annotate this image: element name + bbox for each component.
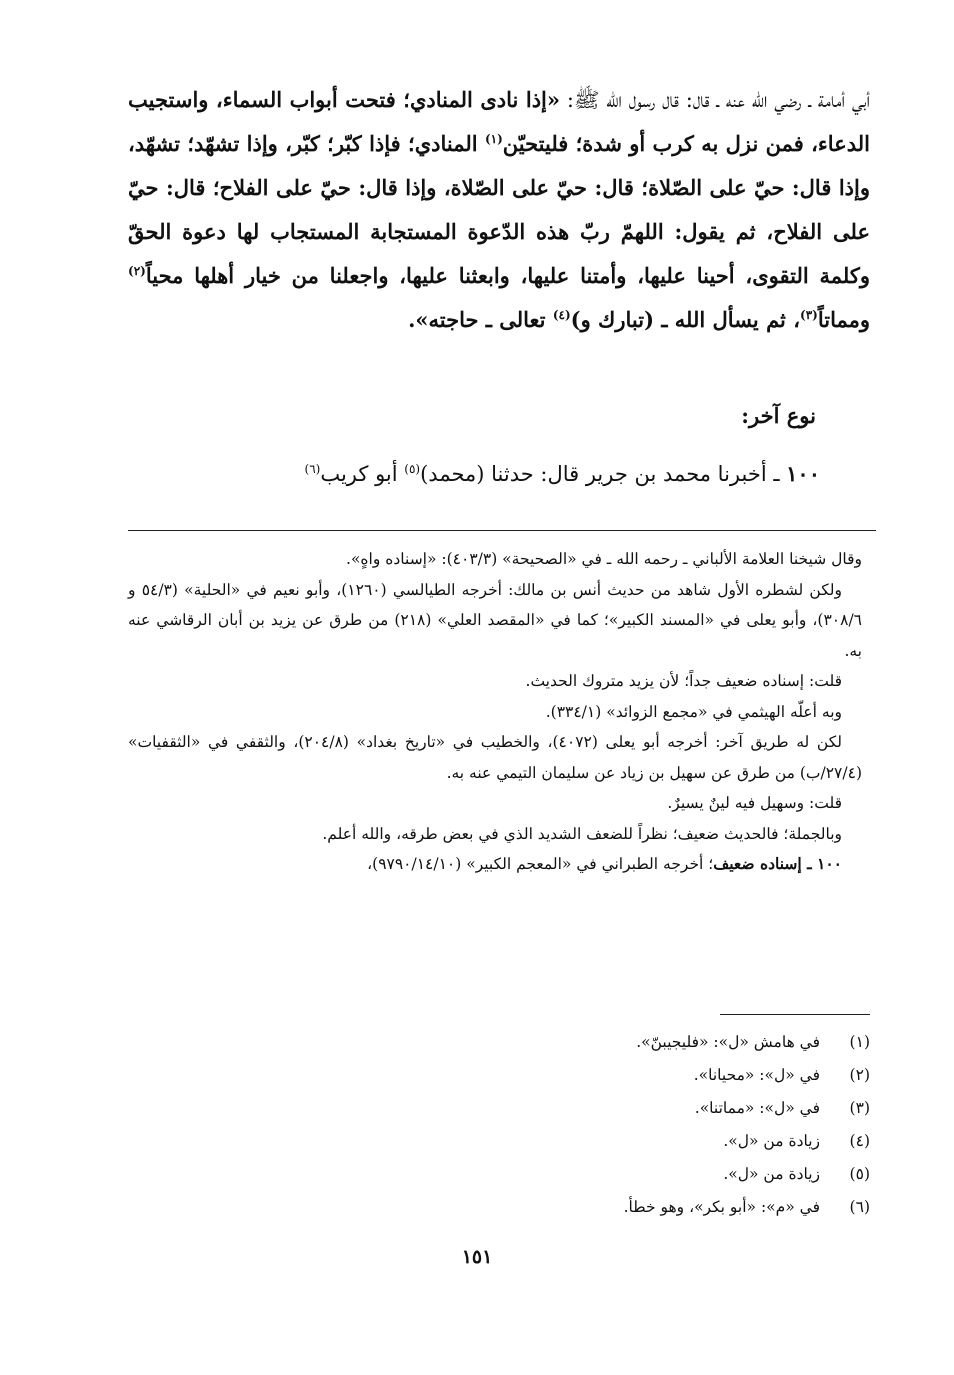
hadith-quote-part3: ومماتاً xyxy=(817,307,870,332)
footnote-number: (٣) xyxy=(849,1099,870,1117)
commentary-paragraph: قلت: وسهيل فيه لينٌ يسيرٌ. xyxy=(667,794,842,812)
footnote-number: (٦) xyxy=(849,1198,870,1216)
commentary-last-text: ؛ أخرجه الطبراني في «المعجم الكبير» (٩٧٩٠/١٤/١٠)، xyxy=(367,855,714,873)
footnotes-divider xyxy=(720,1014,870,1015)
footnote-number: (٢) xyxy=(849,1066,870,1084)
footnote-item xyxy=(490,1092,870,1125)
footnote-ref-5[interactable]: (٥) xyxy=(404,462,421,476)
commentary-paragraph: وبالجملة؛ فالحديث ضعيف؛ نظراً للضعف الشديد الذي في بعض طرقه، والله أعلم. xyxy=(322,824,842,843)
hadith-number: ١٠٠ xyxy=(786,461,820,486)
hadith-100-text-a: ـ أخبرنا محمد بن جرير قال: حدثنا (محمد) xyxy=(420,462,787,486)
hadith-100-line xyxy=(128,452,820,496)
footnotes-list xyxy=(490,1026,870,1224)
hadith-quote-part1: «إذا نادى المنادي؛ فتحت أبواب السماء، واستجيب الدعاء، فمن نزل به كرب أو شدة؛ فليتحيّن xyxy=(128,87,870,156)
footnote-number: (١) xyxy=(849,1033,870,1051)
hadith-quote-part2: المنادي؛ فإذا كبّر؛ كبّر، وإذا تشهّد؛ تشهّد، وإذا قال: حيّ على الصّلاة؛ قال: حيّ على الصّلاة، وإذا قال: حيّ على الفلاح؛ قال: حيّ على الفلاح، ثم يقول: اللهمّ ربّ هذه الدّعوة المستجابة المستجاب لها دعوة الحقّ وكلمة التقوى، أحينا عليها، وأمتنا عليها، وابعثنا عليها، واجعلنا من خيار أهلها محياً xyxy=(128,131,870,288)
footnote-number: (٤) xyxy=(849,1132,870,1150)
footnote-ref-4[interactable]: (٤) xyxy=(552,308,571,322)
footnote-ref-1[interactable]: (١) xyxy=(484,132,503,146)
footnote-item xyxy=(490,1125,870,1158)
commentary-divider xyxy=(128,530,876,531)
footnote-text: زيادة من «ل». xyxy=(723,1165,820,1183)
hadith-quote-end: تعالى ـ حاجته». xyxy=(408,307,553,332)
hadith-quote-part4: ، ثم يسأل الله ـ (تبارك و) xyxy=(570,307,800,332)
page-number: ١٥١ xyxy=(461,1246,493,1268)
commentary-paragraph: وبه أعلّه الهيثمي في «مجمع الزوائد» (٣٣٤/١). xyxy=(545,702,842,721)
commentary-grading: ـ إسناده ضعيف xyxy=(713,854,818,873)
footnote-item xyxy=(490,1191,870,1224)
commentary-hadith-number: ١٠٠ xyxy=(817,854,842,873)
commentary-block xyxy=(128,544,862,880)
main-paragraph xyxy=(128,78,870,342)
footnote-ref-6[interactable]: (٦) xyxy=(304,462,321,476)
hadith-quote xyxy=(128,87,870,332)
footnote-item xyxy=(490,1026,870,1059)
section-subheading: نوع آخر: xyxy=(741,403,816,428)
commentary-paragraph: لكن له طريق آخر: أخرجه أبو يعلى (٤٠٧٢)، والخطيب في «تاريخ بغداد» (٢٠٤/٨)، والثقفي في «الثقفيات» (٢٧/٤/ب) من طرق عن سهيل بن زياد عن سليمان التيمي عنه به. xyxy=(128,733,862,782)
commentary-paragraph: وقال شيخنا العلامة الألباني ـ رحمه الله ـ في «الصحيحة» (٤٠٣/٣): «إسناده واهٍ». xyxy=(346,550,862,568)
footnote-ref-2[interactable]: (٢) xyxy=(128,264,146,278)
footnote-text: في «ل»: «مماتنا». xyxy=(694,1099,820,1117)
footnote-number: (٥) xyxy=(849,1165,870,1183)
commentary-paragraph-last xyxy=(128,849,862,880)
footnote-item xyxy=(490,1059,870,1092)
main-text-intro: أبي أمامة ـ رضي الله عنه ـ قال: قال رسول الله ﷺ: xyxy=(560,88,870,112)
hadith-100-text-b: أبو كريب xyxy=(320,462,405,486)
commentary-paragraph: ولكن لشطره الأول شاهد من حديث أنس بن مالك: أخرجه الطيالسي (١٢٦٠)، وأبو نعيم في «الحلية» (٥٤/٣ و ٣٠٨/٦)، وأبو يعلى في «المسند الكبير»؛ كما في «المقصد العلي» (٢١٨) من طرق عن يزيد بن أبان الرقاشي عنه به. xyxy=(128,580,862,660)
footnote-text: زيادة من «ل». xyxy=(723,1132,820,1150)
commentary-paragraph: قلت: إسناده ضعيف جداً؛ لأن يزيد متروك الحديث. xyxy=(525,672,842,690)
footnote-ref-3[interactable]: (٣) xyxy=(800,308,818,322)
footnote-text: في «ل»: «محيانا». xyxy=(693,1066,820,1084)
footnote-item xyxy=(490,1158,870,1191)
footnote-text: في هامش «ل»: «فليجيبنّ». xyxy=(636,1033,820,1051)
main-text xyxy=(128,78,870,342)
footnote-text: في «م»: «أبو بكر»، وهو خطأ. xyxy=(623,1198,820,1216)
